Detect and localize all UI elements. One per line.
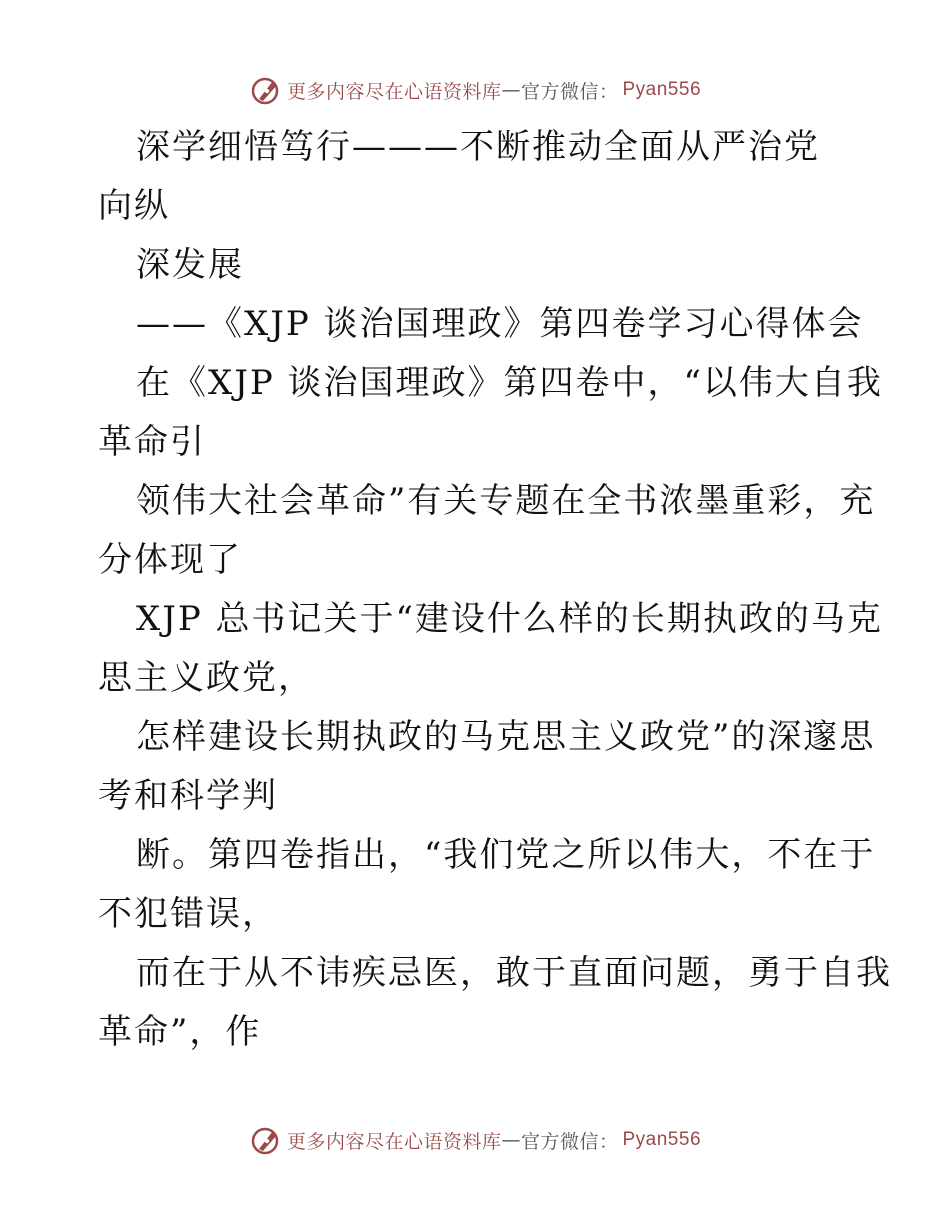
- header-watermark: [0, 70, 950, 110]
- document-body: [98, 118, 892, 1062]
- watermark-text: 更多内容尽在心语资料库: [286, 80, 502, 103]
- text-line: 领伟大社会革命”有关专题在全书浓墨重彩，充: [136, 481, 876, 521]
- watermark-text: 更多内容尽在心语资料库: [286, 1130, 502, 1153]
- watermark-wechat-id: Pyan556: [622, 79, 702, 100]
- text-line: 思主义政党，: [98, 658, 314, 698]
- text-line: 不犯错误，: [98, 894, 278, 934]
- text-line: 分体现了: [98, 540, 242, 580]
- text-line: 而在于从不讳疾忌医，敢于直面问题，勇于自我: [136, 953, 892, 993]
- text-line: 革命”，作: [98, 1012, 262, 1052]
- pen-nib-seal-icon: [249, 1123, 283, 1157]
- watermark-wechat-id: Pyan556: [622, 1129, 702, 1150]
- watermark-dash: —: [501, 79, 521, 101]
- text-line: XJP 总书记关于“建设什么样的长期执政的马克: [136, 599, 883, 639]
- watermark-dash: —: [501, 1129, 521, 1151]
- watermark-label: 官方微信：: [520, 1130, 619, 1153]
- text-line: 向纵: [98, 186, 170, 226]
- watermark-label: 官方微信：: [520, 80, 619, 103]
- text-line: 考和科学判: [98, 776, 278, 816]
- footer-watermark: [0, 1120, 950, 1160]
- text-line: 在《XJP 谈治国理政》第四卷中，“以伟大自我: [136, 363, 883, 403]
- text-line: 断。第四卷指出，“我们党之所以伟大，不在于: [136, 835, 876, 875]
- text-line: 深学细悟笃行———不断推动全面从严治党: [136, 127, 820, 167]
- text-line: 深发展: [136, 245, 244, 285]
- text-line: ——《XJP 谈治国理政》第四卷学习心得体会: [136, 304, 864, 344]
- text-line: 怎样建设长期执政的马克思主义政党”的深邃思: [136, 717, 876, 757]
- text-line: 革命引: [98, 422, 206, 462]
- pen-nib-seal-icon: [249, 73, 283, 107]
